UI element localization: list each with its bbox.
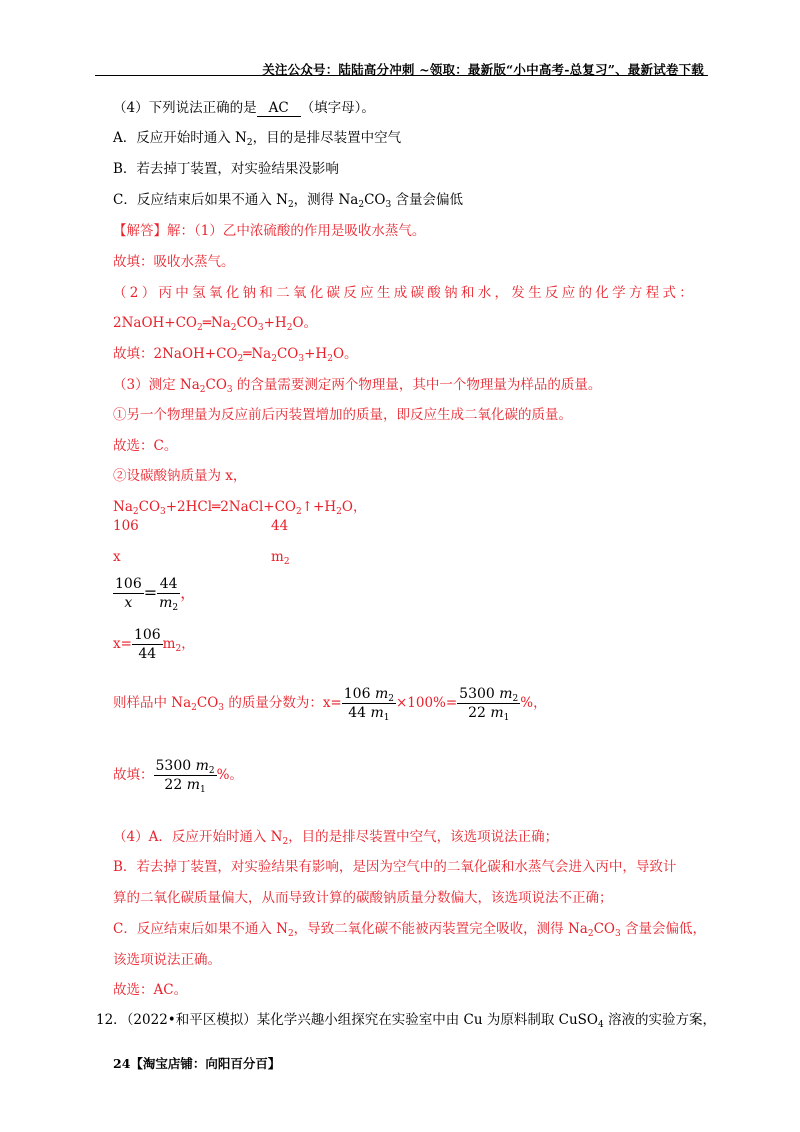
page-number: 24 (113, 1056, 131, 1071)
unknown-m2: $m_2$ (271, 549, 290, 567)
solution-line-2: 故填：吸收水蒸气。 (113, 254, 235, 270)
page-footer (113, 1054, 280, 1072)
fill-answer-fraction: 故填： $\frac{5300 m_2}{22 m_1}$ %。 (113, 758, 243, 795)
solution-line-3: （2）丙中氢氧化钠和二氧化碳反应生成碳酸钠和水，发生反应的化学方程式： (113, 285, 697, 301)
header-rule (95, 75, 708, 76)
unknown-x: x (113, 549, 121, 565)
q4-stem: （4）下列说法正确的是 AC （填字母）。 (113, 100, 375, 116)
molar-mass-106: 106 (113, 518, 139, 534)
q4-option-a: A．反应开始时通入 $N_2$，目的是排尽装置中空气 (113, 130, 402, 148)
solution-4a: （4）A．反应开始时通入 $N_2$，目的是排尽装置中空气，该选项说法正确； (113, 829, 559, 847)
equation-2: $Na_2CO_3+2HCl═2NaCl+CO_2↑+H_2O$， (113, 499, 367, 517)
solution-4b-line-1: B．若去掉丁装置，对实验结果有影响，是因为空气中的二氧化碳和水蒸气会进入丙中，导致计 (113, 859, 677, 875)
q4-option-c: C．反应结束后如果不通入 $N_2$，测得 $Na_2CO_3$ 含量会偏低 (113, 192, 463, 210)
solution-line-9: ②设碳酸钠质量为 x， (113, 468, 247, 484)
solution-line-8: 故选：C。 (113, 438, 178, 454)
molar-mass-44: 44 (271, 518, 289, 534)
q4-answer: AC (257, 100, 301, 117)
solution-4c-line-2: 该选项说法正确。 (113, 952, 221, 968)
question-12: 12．（2022•和平区模拟）某化学兴趣小组探究在实验室中由 Cu 为原料制取 CuSO$_4$ 溶液的实验方案， (96, 1012, 717, 1030)
solution-line-1: 【解答】解：（1）乙中浓硫酸的作用是吸收水蒸气。 (113, 223, 426, 239)
final-answer: 故选：AC。 (113, 982, 188, 998)
equation-1: $2NaOH+CO_2═Na_2CO_3+H_2O$。 (113, 315, 318, 333)
solution-4b-line-2: 算的二氧化碳质量偏大，从而导致计算的碳酸钠质量分数偏大，该选项说法不正确； (113, 890, 613, 906)
proportion-equation: $\frac{106}{x}$ = $\frac{44}{m_2}$ ， (115, 576, 197, 613)
shop-label: 【淘宝店铺：向阳百分百】 (130, 1056, 281, 1071)
solution-line-6: （3）测定 $Na_2CO_3$ 的含量需要测定两个物理量，其中一个物理量为样品的质量。 (113, 377, 602, 395)
page-header: 关注公众号：陆陆高分冲刺 ~领取：最新版“小中高考-总复习”、最新试卷下载 (262, 62, 704, 77)
mass-fraction-line: 则样品中 $Na_2CO_3$ 的质量分数为：x= $\frac{106 m_2}{44 m_1}$ ×100%= $\frac{5300 m_2}{22 m_1}$ %， (113, 686, 547, 723)
solution-line-5: 故填：$2NaOH+CO_2═Na_2CO_3+H_2O$。 (113, 346, 358, 364)
q4-option-b: B．若去掉丁装置，对实验结果没影响 (113, 161, 339, 177)
x-solution: x= $\frac{106}{44}$ $m_2$， (113, 627, 195, 662)
solution-4c-line-1: C．反应结束后如果不通入 $N_2$，导致二氧化碳不能被丙装置完全吸收，测得 $Na_2CO_3$ 含量会偏低， (113, 921, 706, 939)
solution-line-7: ①另一个物理量为反应前后丙装置增加的质量，即反应生成二氧化碳的质量。 (113, 407, 572, 423)
